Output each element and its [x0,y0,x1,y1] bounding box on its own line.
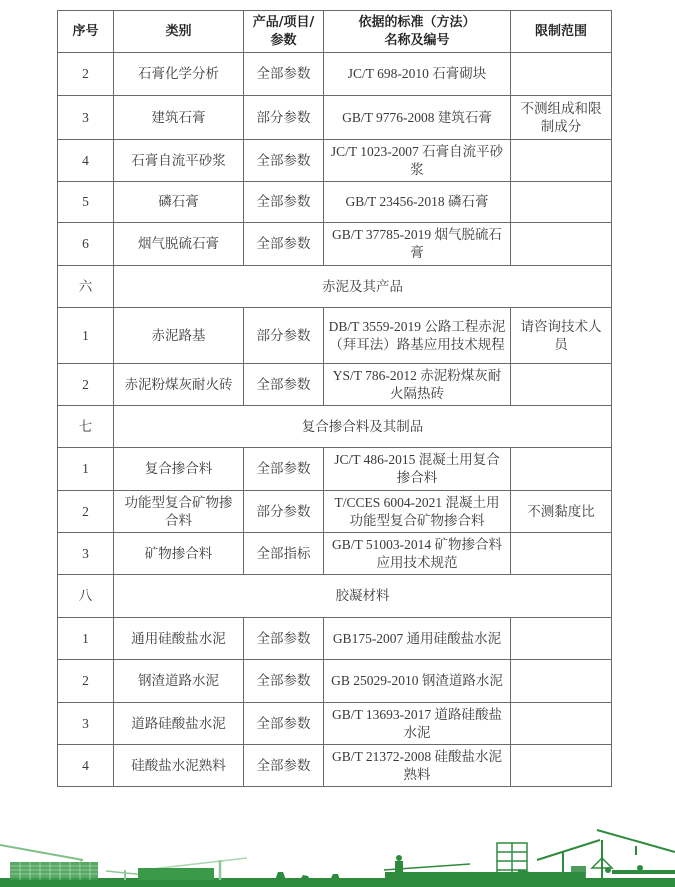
cell-category: 赤泥路基 [114,308,244,364]
cell-no: 4 [58,140,114,182]
cell-no: 5 [58,182,114,223]
table-row [58,448,612,491]
cell-category: 磷石膏 [114,182,244,223]
cell-category: 功能型复合矿物掺合料 [114,491,244,533]
table-row [58,660,612,703]
cell-standard: T/CCES 6004-2021 混凝土用功能型复合矿物掺合料 [324,491,511,533]
table-row [58,96,612,140]
table-row [58,618,612,660]
cell-params: 部分参数 [244,491,324,533]
header-params: 产品/项目/ 参数 [244,11,324,53]
cell-standard: GB 25029-2010 钢渣道路水泥 [324,660,511,703]
cell-category: 赤泥粉煤灰耐火砖 [114,364,244,406]
cell-standard: GB/T 23456-2018 磷石膏 [324,182,511,223]
cell-no: 2 [58,660,114,703]
cell-no: 3 [58,703,114,745]
section-row-6 [58,266,612,308]
cell-params: 全部参数 [244,53,324,96]
cell-params: 全部参数 [244,703,324,745]
cell-limit [511,618,612,660]
cell-limit [511,140,612,182]
cell-standard: DB/T 3559-2019 公路工程赤泥（拜耳法）路基应用技术规程 [324,308,511,364]
cell-category: 钢渣道路水泥 [114,660,244,703]
header-no: 序号 [58,11,114,53]
cell-no: 3 [58,533,114,575]
table-row [58,364,612,406]
table-row [58,53,612,96]
cell-standard: JC/T 698-2010 石膏砌块 [324,53,511,96]
construction-site-silhouette-icon [0,800,675,887]
table-row [58,703,612,745]
cell-no: 6 [58,223,114,266]
table-row [58,745,612,787]
cell-limit [511,182,612,223]
section-row-8 [58,575,612,618]
cell-standard: GB/T 21372-2008 硅酸盐水泥熟料 [324,745,511,787]
cell-limit [511,223,612,266]
cell-no: 2 [58,491,114,533]
cell-params: 全部参数 [244,618,324,660]
cell-category: 建筑石膏 [114,96,244,140]
cell-no: 3 [58,96,114,140]
cell-category: 复合掺合料 [114,448,244,491]
cell-standard: GB/T 37785-2019 烟气脱硫石膏 [324,223,511,266]
cell-category: 硅酸盐水泥熟料 [114,745,244,787]
cell-params: 全部参数 [244,140,324,182]
cell-category: 通用硅酸盐水泥 [114,618,244,660]
cell-params: 部分参数 [244,308,324,364]
cell-no: 1 [58,448,114,491]
table-row [58,308,612,364]
cell-category: 道路硅酸盐水泥 [114,703,244,745]
cell-limit [511,448,612,491]
cell-limit [511,53,612,96]
cell-params: 全部参数 [244,745,324,787]
cell-category: 石膏化学分析 [114,53,244,96]
cell-category: 石膏自流平砂浆 [114,140,244,182]
cell-standard: GB/T 9776-2008 建筑石膏 [324,96,511,140]
cell-params: 全部参数 [244,660,324,703]
header-category: 类别 [114,11,244,53]
table-row [58,182,612,223]
table-row [58,533,612,575]
table-row [58,140,612,182]
cell-standard: GB/T 13693-2017 道路硅酸盐水泥 [324,703,511,745]
cell-no: 2 [58,364,114,406]
cell-standard: YS/T 786-2012 赤泥粉煤灰耐火隔热砖 [324,364,511,406]
cell-standard: GB/T 51003-2014 矿物掺合料应用技术规范 [324,533,511,575]
standards-table [57,10,612,787]
section-number: 七 [58,406,114,448]
cell-limit: 请咨询技术人员 [511,308,612,364]
section-number: 八 [58,575,114,618]
section-row-7 [58,406,612,448]
cell-limit: 不测黏度比 [511,491,612,533]
cell-no: 2 [58,53,114,96]
cell-category: 烟气脱硫石膏 [114,223,244,266]
cell-no: 4 [58,745,114,787]
cell-limit [511,703,612,745]
cell-limit [511,533,612,575]
section-title: 胶凝材料 [114,575,612,618]
cell-standard: JC/T 486-2015 混凝土用复合掺合料 [324,448,511,491]
table-row [58,223,612,266]
section-title: 赤泥及其产品 [114,266,612,308]
cell-standard: JC/T 1023-2007 石膏自流平砂浆 [324,140,511,182]
cell-limit [511,364,612,406]
cell-limit: 不测组成和限制成分 [511,96,612,140]
header-standard: 依据的标准（方法） 名称及编号 [324,11,511,53]
cell-params: 全部参数 [244,364,324,406]
cell-params: 全部参数 [244,182,324,223]
cell-params: 全部参数 [244,223,324,266]
section-title: 复合掺合料及其制品 [114,406,612,448]
table-header-row [58,11,612,53]
header-limit: 限制范围 [511,11,612,53]
cell-no: 1 [58,308,114,364]
cell-standard: GB175-2007 通用硅酸盐水泥 [324,618,511,660]
cell-limit [511,745,612,787]
cell-params: 全部指标 [244,533,324,575]
cell-category: 矿物掺合料 [114,533,244,575]
cell-params: 全部参数 [244,448,324,491]
table-row [58,491,612,533]
cell-limit [511,660,612,703]
cell-no: 1 [58,618,114,660]
section-number: 六 [58,266,114,308]
cell-params: 部分参数 [244,96,324,140]
